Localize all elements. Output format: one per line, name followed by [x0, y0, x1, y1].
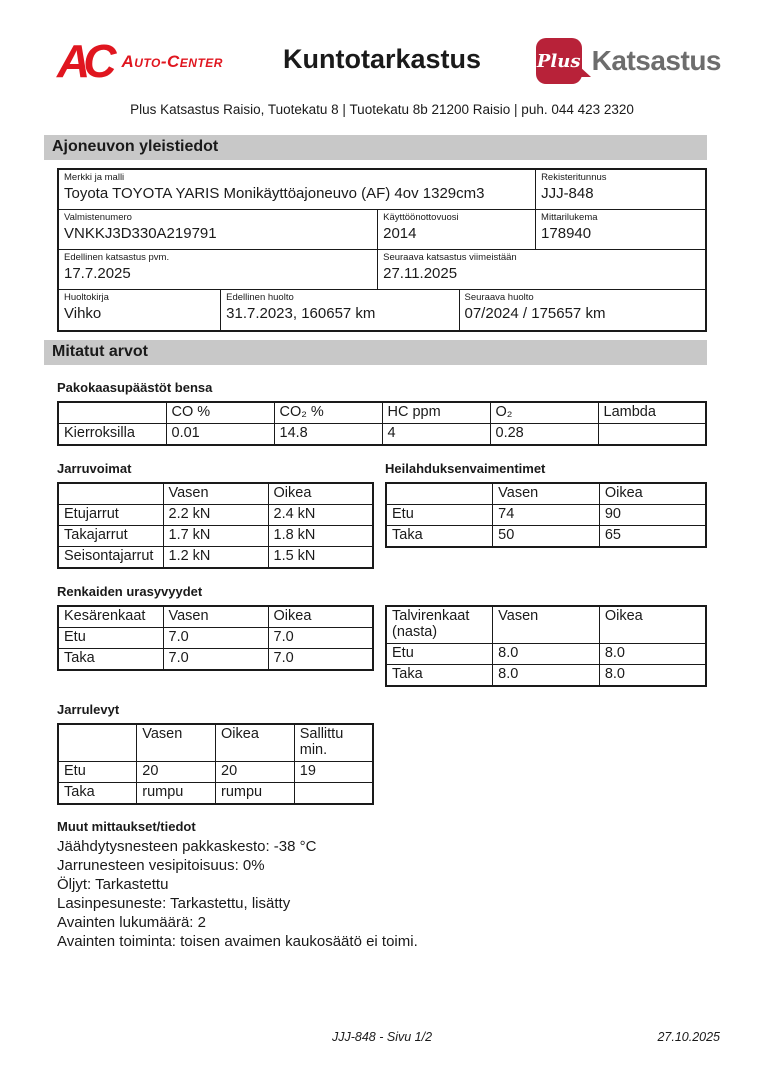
table-header-row	[58, 724, 373, 762]
column-header: Vasen	[163, 483, 268, 505]
emissions-section	[57, 380, 707, 446]
info-cell-edellinen-huolto	[221, 290, 459, 330]
column-header: Oikea	[216, 724, 295, 762]
info-cell-valmistenumero	[59, 210, 378, 249]
field-value: Vihko	[64, 305, 102, 322]
cell-value: 14.8	[274, 424, 382, 446]
cell-value: 7.0	[163, 649, 268, 671]
table-row	[386, 644, 706, 665]
cell-value: 8.0	[493, 644, 600, 665]
table-header-row	[386, 483, 706, 505]
cell-value: rumpu	[137, 783, 216, 805]
row-label-header	[386, 483, 493, 505]
cell-value: 4	[382, 424, 490, 446]
row-label: Taka	[386, 526, 493, 548]
row-label: Takajarrut	[58, 526, 163, 547]
brakes-dampers-section	[57, 461, 707, 569]
info-row	[59, 290, 705, 330]
info-cell-seuraava-huolto	[460, 290, 706, 330]
plus-katsastus-logo	[536, 38, 721, 84]
table-row	[58, 505, 373, 526]
field-value: Toyota TOYOTA YARIS Monikäyttöajoneuvo (AF) 4ov 1329cm3	[64, 185, 485, 202]
field-value: 07/2024 / 175657 km	[464, 305, 606, 322]
measurement-line: Lasinpesuneste: Tarkastettu, lisätty	[57, 895, 291, 912]
row-label-header: Talvirenkaat (nasta)	[386, 606, 493, 644]
column-header: HC ppm	[382, 402, 490, 424]
auto-center-logo-text: Auto-Center	[121, 51, 223, 71]
cell-value: 7.0	[268, 649, 373, 671]
row-label: Kierroksilla	[58, 424, 166, 446]
winter-tires-table	[385, 605, 707, 687]
cell-value: 74	[493, 505, 600, 526]
field-value: 2014	[383, 225, 417, 242]
cell-value: 1.8 kN	[268, 526, 373, 547]
cell-value: 20	[216, 762, 295, 783]
cell-value: 1.5 kN	[268, 547, 373, 569]
page-title: Kuntotarkastus	[282, 44, 482, 74]
column-header: Vasen	[137, 724, 216, 762]
field-label: Mittarilukema	[541, 212, 598, 223]
plus-bubble-text: Plus	[536, 50, 581, 72]
field-value: JJJ-848	[541, 185, 594, 202]
cell-value: 8.0	[599, 644, 706, 665]
table-row	[58, 783, 373, 805]
page-footer	[44, 1030, 720, 1046]
table-row	[386, 505, 706, 526]
cell-value: 7.0	[268, 628, 373, 649]
auto-center-logo	[57, 35, 223, 87]
column-header: CO₂ %	[274, 402, 382, 424]
measurement-line: Jäähdytysnesteen pakkaskesto: -38 °C	[57, 838, 317, 855]
field-value: 17.7.2025	[64, 265, 131, 282]
field-label: Edellinen huolto	[226, 292, 294, 303]
cell-value: 0.01	[166, 424, 274, 446]
brake-forces-title: Jarruvoimat	[57, 461, 132, 476]
row-label: Taka	[386, 665, 493, 687]
emissions-title: Pakokaasupäästöt bensa	[57, 380, 213, 395]
section-header-measured: Mitatut arvot	[44, 340, 707, 365]
column-header: Vasen	[493, 483, 600, 505]
row-label: Taka	[58, 649, 163, 671]
info-cell-seuraava-katsastus	[378, 250, 705, 289]
info-row	[59, 210, 705, 250]
table-row	[386, 526, 706, 548]
table-row	[386, 665, 706, 687]
katsastus-logo-text: Katsastus	[591, 45, 721, 76]
row-label-header	[58, 402, 166, 424]
field-label: Rekisteritunnus	[541, 172, 607, 183]
footer-date: 27.10.2025	[657, 1030, 720, 1044]
field-label: Merkki ja malli	[64, 172, 125, 183]
row-label: Etu	[386, 644, 493, 665]
measurement-line: Jarrunesteen vesipitoisuus: 0%	[57, 857, 265, 874]
emissions-table	[57, 401, 707, 446]
table-header-row	[58, 483, 373, 505]
footer-page-number: JJJ-848 - Sivu 1/2	[331, 1030, 433, 1044]
table-row	[58, 547, 373, 569]
info-cell-kayttoonottovuosi	[378, 210, 536, 249]
summer-tires-column	[57, 584, 374, 671]
cell-value: 50	[493, 526, 600, 548]
cell-value: rumpu	[216, 783, 295, 805]
column-header: Oikea	[268, 606, 373, 628]
row-label: Taka	[58, 783, 137, 805]
summer-tires-table	[57, 605, 374, 671]
plus-bubble-icon	[536, 38, 582, 84]
info-cell-mittarilukema	[536, 210, 705, 249]
row-label-header: Kesärenkaat	[58, 606, 163, 628]
row-label-header	[58, 483, 163, 505]
table-header-row	[386, 606, 706, 644]
field-value: VNKKJ3D330A219791	[64, 225, 217, 242]
shock-absorbers-table	[385, 482, 707, 548]
row-label-header	[58, 724, 137, 762]
column-header: O₂	[490, 402, 598, 424]
field-label: Valmistenumero	[64, 212, 132, 223]
shock-absorbers-title: Heilahduksenvaimentimet	[385, 461, 546, 476]
brake-discs-section	[57, 702, 707, 805]
document-header	[57, 35, 721, 92]
table-row	[58, 649, 373, 671]
field-label: Seuraava huolto	[464, 292, 534, 303]
shock-absorbers-column	[385, 461, 707, 548]
info-cell-merkki	[59, 170, 536, 209]
auto-center-monogram-icon: AC	[57, 35, 110, 87]
measurement-line: Öljyt: Tarkastettu	[57, 876, 169, 893]
table-row	[58, 628, 373, 649]
other-measurements-list	[57, 837, 707, 951]
station-address: Plus Katsastus Raisio, Tuotekatu 8 | Tuotekatu 8b 21200 Raisio | puh. 044 423 2320	[130, 102, 634, 117]
column-header: Oikea	[268, 483, 373, 505]
cell-value: 8.0	[599, 665, 706, 687]
cell-value: 19	[294, 762, 373, 783]
row-label: Etu	[386, 505, 493, 526]
column-header: CO %	[166, 402, 274, 424]
column-header: Oikea	[599, 606, 706, 644]
column-header: Vasen	[163, 606, 268, 628]
measurement-line: Avainten toiminta: toisen avaimen kaukosäätö ei toimi.	[57, 933, 418, 950]
column-header: Vasen	[493, 606, 600, 644]
column-header: Oikea	[599, 483, 706, 505]
info-cell-huoltokirja	[59, 290, 221, 330]
cell-value: 2.4 kN	[268, 505, 373, 526]
row-label: Etu	[58, 762, 137, 783]
row-label: Etu	[58, 628, 163, 649]
info-cell-rekisteritunnus	[536, 170, 705, 209]
vehicle-info-table	[57, 168, 707, 332]
section-header-general: Ajoneuvon yleistiedot	[44, 135, 707, 160]
brake-forces-table	[57, 482, 374, 569]
row-label: Seisontajarrut	[58, 547, 163, 569]
field-label: Huoltokirja	[64, 292, 109, 303]
info-cell-edellinen-katsastus	[59, 250, 378, 289]
cell-value: 0.28	[490, 424, 598, 446]
table-header-row	[58, 606, 373, 628]
cell-value	[598, 424, 706, 446]
cell-value: 1.2 kN	[163, 547, 268, 569]
info-row	[59, 250, 705, 290]
tire-treads-title: Renkaiden urasyvyydet	[57, 584, 203, 599]
winter-tires-column	[385, 584, 707, 687]
field-label: Edellinen katsastus pvm.	[64, 252, 170, 263]
other-measurements-title: Muut mittaukset/tiedot	[57, 819, 196, 834]
table-row	[58, 526, 373, 547]
row-label: Etujarrut	[58, 505, 163, 526]
column-header: Lambda	[598, 402, 706, 424]
cell-value: 2.2 kN	[163, 505, 268, 526]
table-row	[58, 762, 373, 783]
cell-value: 20	[137, 762, 216, 783]
info-row	[59, 170, 705, 210]
cell-value: 8.0	[493, 665, 600, 687]
cell-value: 7.0	[163, 628, 268, 649]
brake-discs-table	[57, 723, 374, 805]
table-row	[58, 424, 706, 446]
table-header-row	[58, 402, 706, 424]
field-value: 27.11.2025	[383, 265, 458, 282]
cell-value: 90	[599, 505, 706, 526]
brake-forces-column	[57, 461, 374, 569]
field-value: 178940	[541, 225, 592, 242]
field-label: Seuraava katsastus viimeistään	[383, 252, 517, 263]
cell-value: 1.7 kN	[163, 526, 268, 547]
field-label: Käyttöönottovuosi	[383, 212, 459, 223]
cell-value: 65	[599, 526, 706, 548]
other-measurements-section	[57, 819, 707, 951]
measurement-line: Avainten lukumäärä: 2	[57, 914, 206, 931]
column-header: Sallittu min.	[294, 724, 373, 762]
field-value: 31.7.2023, 160657 km	[226, 305, 376, 322]
tire-treads-section	[57, 584, 707, 687]
brake-discs-title: Jarrulevyt	[57, 702, 120, 717]
cell-value	[294, 783, 373, 805]
